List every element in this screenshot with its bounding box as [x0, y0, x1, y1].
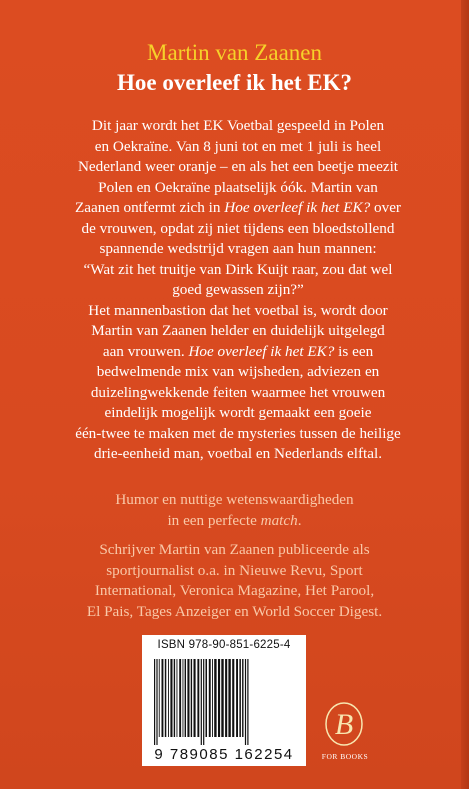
blurb-line: Polen en Oekraïne plaatselijk óók. Martin van	[98, 178, 378, 196]
isbn-number: ISBN 978-90-851-6225-4	[157, 639, 291, 651]
bio-line: International, Veronica Magazine, Het Parool,	[94, 582, 375, 599]
blurb-line: de vrouwen, opdat zij niet tijdens een bloedstollend	[81, 219, 395, 237]
bio-line: sportjournalist o.a. in Nieuwe Revu, Sport	[106, 561, 363, 579]
blurb-line: drie-eenheid man, voetbal en Nederlands elftal.	[93, 445, 382, 462]
blurb-line: Nederland weer oranje – en als het een beetje meezit	[77, 158, 399, 175]
tagline-line: Humor en nuttige wetenswaardigheden	[115, 491, 354, 508]
author-bio	[0, 540, 469, 622]
blurb-line: eindelijk mogelijk wordt gemaakt een goeie	[104, 404, 372, 421]
bio-line: El Pais, Tages Anzeiger en World Soccer Digest.	[86, 602, 383, 620]
blurb-line: één-twee te maken met de mysteries tussen de heilige	[75, 424, 401, 442]
blurb-line: spannende wedstrijd vragen aan hun mannen:	[99, 240, 377, 257]
tagline-line: in een perfecte match.	[167, 511, 302, 529]
blurb-line: bedwelmende mix van wijsheden, adviezen en	[96, 363, 380, 380]
blurb-line: en Oekraïne. Van 8 juni tot en met 1 juli is heel	[94, 137, 382, 155]
blurb-line: “Wat zit het truitje van Dirk Kuijt raar, zou dat wel	[83, 260, 393, 278]
barcode-panel	[142, 635, 306, 766]
blurb-line: goed gewassen zijn?”	[172, 281, 304, 298]
barcode-icon	[152, 659, 298, 745]
book-title: Hoe overleef ik het EK?	[116, 70, 353, 95]
blurb-line: duizelingwekkende feiten waarmee het vrouwen	[90, 383, 386, 401]
blurb-line: Zaanen ontfermt zich in Hoe overleef ik het EK? over	[75, 199, 401, 216]
blurb-line: Het mannenbastion dat het voetbal is, wordt door	[88, 301, 388, 319]
blurb-line: Martin van Zaanen helder en duidelijk uitgelegd	[91, 322, 385, 339]
publisher-name: FOR BOOKS	[321, 752, 369, 761]
publisher-logo-icon	[322, 700, 366, 752]
blurb-line: aan vrouwen. Hoe overleef ik het EK? is een	[102, 342, 374, 360]
ean-number: 9 789085 162254	[154, 746, 294, 763]
svg-text:B: B	[334, 708, 354, 741]
blurb-line: Dit jaar wordt het EK Voetbal gespeeld in Polen	[91, 117, 385, 134]
blurb-text	[26, 116, 450, 465]
author-name: Martin van Zaanen	[147, 40, 322, 65]
bio-line: Schrijver Martin van Zaanen publiceerde als	[99, 541, 370, 558]
spine-edge	[461, 0, 469, 789]
tagline	[0, 490, 469, 531]
